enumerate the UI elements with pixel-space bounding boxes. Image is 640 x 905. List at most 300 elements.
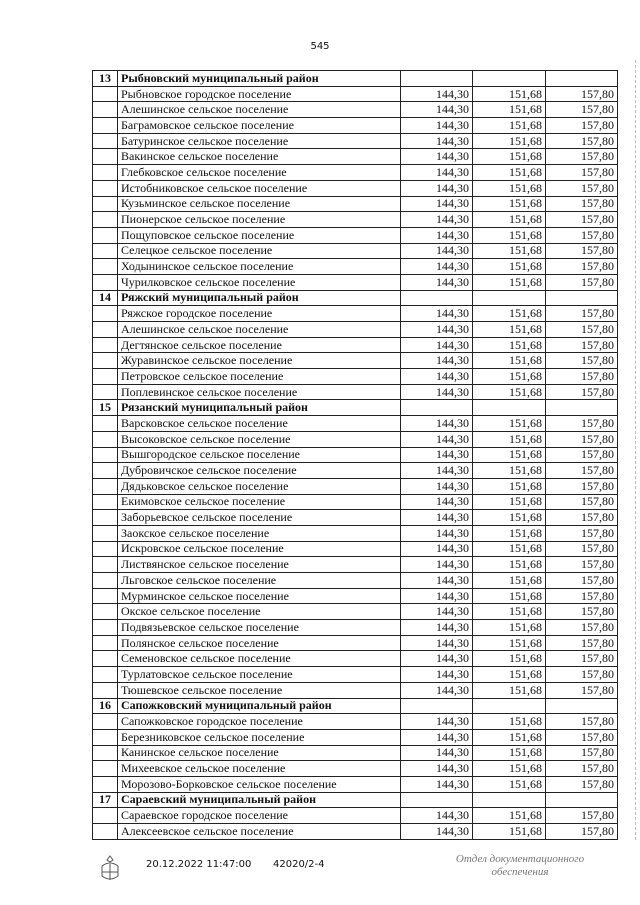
table-row [93, 651, 618, 667]
settlement-name: Турлатовское сельское поселение [118, 667, 401, 683]
district-number: 16 [93, 698, 118, 714]
table-row [93, 212, 618, 228]
value-3: 157,80 [546, 165, 618, 181]
table-row [93, 165, 618, 181]
value-2: 151,68 [473, 761, 546, 777]
value-3: 157,80 [546, 353, 618, 369]
value-2: 151,68 [473, 557, 546, 573]
empty-cell [93, 761, 118, 777]
value-3: 157,80 [546, 651, 618, 667]
settlement-name: Окское сельское поселение [118, 604, 401, 620]
table-row [93, 196, 618, 212]
empty-cell [401, 400, 473, 416]
coat-of-arms-logo-icon [98, 854, 122, 884]
table-row [93, 337, 618, 353]
district-number: 13 [93, 71, 118, 87]
empty-cell [546, 71, 618, 87]
value-3: 157,80 [546, 212, 618, 228]
settlement-name: Чурилковское сельское поселение [118, 274, 401, 290]
empty-cell [93, 573, 118, 589]
empty-cell [401, 71, 473, 87]
value-2: 151,68 [473, 196, 546, 212]
empty-cell [93, 118, 118, 134]
empty-cell [93, 478, 118, 494]
settlement-name: Алешинское сельское поселение [118, 102, 401, 118]
value-2: 151,68 [473, 369, 546, 385]
value-3: 157,80 [546, 243, 618, 259]
tariff-table [92, 70, 618, 840]
settlement-name: Подвязьевское сельское поселение [118, 620, 401, 636]
empty-cell [93, 541, 118, 557]
table-row [93, 745, 618, 761]
settlement-name: Заокское сельское поселение [118, 525, 401, 541]
settlement-name: Батуринское сельское поселение [118, 133, 401, 149]
value-2: 151,68 [473, 729, 546, 745]
value-1: 144,30 [401, 478, 473, 494]
empty-cell [401, 290, 473, 306]
value-1: 144,30 [401, 196, 473, 212]
empty-cell [93, 510, 118, 526]
value-3: 157,80 [546, 322, 618, 338]
district-name: Сараевский муниципальный район [118, 792, 401, 808]
value-3: 157,80 [546, 306, 618, 322]
page-number: 545 [310, 41, 330, 52]
value-1: 144,30 [401, 274, 473, 290]
settlement-name: Поплевинское сельское поселение [118, 384, 401, 400]
value-3: 157,80 [546, 180, 618, 196]
footer-doc-code: 42020/2-4 [273, 859, 325, 870]
value-1: 144,30 [401, 682, 473, 698]
settlement-name: Пионерское сельское поселение [118, 212, 401, 228]
value-2: 151,68 [473, 102, 546, 118]
table-row [93, 635, 618, 651]
settlement-name: Морозово-Борковское сельское поселение [118, 776, 401, 792]
district-name: Ряжский муниципальный район [118, 290, 401, 306]
settlement-name: Мурминское сельское поселение [118, 588, 401, 604]
settlement-name: Дубровичское сельское поселение [118, 463, 401, 479]
table-row [93, 431, 618, 447]
value-1: 144,30 [401, 416, 473, 432]
empty-cell [93, 274, 118, 290]
table-row [93, 573, 618, 589]
value-2: 151,68 [473, 745, 546, 761]
stamp-line-2: обеспечения [491, 866, 549, 878]
value-2: 151,68 [473, 384, 546, 400]
table-row [93, 102, 618, 118]
table-row [93, 274, 618, 290]
empty-cell [93, 651, 118, 667]
value-3: 157,80 [546, 478, 618, 494]
settlement-name: Екимовское сельское поселение [118, 494, 401, 510]
empty-cell [93, 165, 118, 181]
value-1: 144,30 [401, 557, 473, 573]
empty-cell [93, 604, 118, 620]
department-stamp [440, 853, 600, 879]
value-3: 157,80 [546, 761, 618, 777]
settlement-name: Ходынинское сельское поселение [118, 259, 401, 275]
table-row [93, 525, 618, 541]
table-row [93, 133, 618, 149]
empty-cell [93, 369, 118, 385]
value-2: 151,68 [473, 525, 546, 541]
empty-cell [93, 714, 118, 730]
settlement-name: Баграмовское сельское поселение [118, 118, 401, 134]
value-2: 151,68 [473, 274, 546, 290]
value-3: 157,80 [546, 196, 618, 212]
empty-cell [93, 808, 118, 824]
settlement-name: Сапожковское городское поселение [118, 714, 401, 730]
table-row [93, 761, 618, 777]
empty-cell [401, 698, 473, 714]
settlement-name: Искровское сельское поселение [118, 541, 401, 557]
value-1: 144,30 [401, 510, 473, 526]
value-1: 144,30 [401, 212, 473, 228]
value-1: 144,30 [401, 729, 473, 745]
value-1: 144,30 [401, 259, 473, 275]
value-1: 144,30 [401, 86, 473, 102]
table-row [93, 384, 618, 400]
empty-cell [473, 792, 546, 808]
empty-cell [473, 400, 546, 416]
table-row [93, 541, 618, 557]
empty-cell [401, 792, 473, 808]
value-2: 151,68 [473, 573, 546, 589]
settlement-name: Канинское сельское поселение [118, 745, 401, 761]
district-row [93, 71, 618, 87]
value-1: 144,30 [401, 306, 473, 322]
value-1: 144,30 [401, 243, 473, 259]
settlement-name: Тюшевское сельское поселение [118, 682, 401, 698]
value-1: 144,30 [401, 353, 473, 369]
empty-cell [93, 102, 118, 118]
value-3: 157,80 [546, 118, 618, 134]
empty-cell [93, 557, 118, 573]
value-2: 151,68 [473, 133, 546, 149]
empty-cell [93, 745, 118, 761]
district-row [93, 290, 618, 306]
value-2: 151,68 [473, 808, 546, 824]
settlement-name: Алексеевское сельское поселение [118, 824, 401, 840]
table-row [93, 494, 618, 510]
value-3: 157,80 [546, 808, 618, 824]
table-row [93, 478, 618, 494]
value-1: 144,30 [401, 525, 473, 541]
value-3: 157,80 [546, 510, 618, 526]
empty-cell [93, 133, 118, 149]
value-3: 157,80 [546, 274, 618, 290]
table-row [93, 588, 618, 604]
district-number: 14 [93, 290, 118, 306]
settlement-name: Семеновское сельское поселение [118, 651, 401, 667]
empty-cell [93, 776, 118, 792]
empty-cell [473, 290, 546, 306]
district-name: Рыбновский муниципальный район [118, 71, 401, 87]
table-row [93, 776, 618, 792]
value-2: 151,68 [473, 620, 546, 636]
table-row [93, 180, 618, 196]
table-row [93, 353, 618, 369]
settlement-name: Кузьминское сельское поселение [118, 196, 401, 212]
value-3: 157,80 [546, 620, 618, 636]
value-2: 151,68 [473, 227, 546, 243]
empty-cell [93, 620, 118, 636]
settlement-name: Полянское сельское поселение [118, 635, 401, 651]
value-3: 157,80 [546, 667, 618, 683]
district-name: Рязанский муниципальный район [118, 400, 401, 416]
value-1: 144,30 [401, 745, 473, 761]
empty-cell [93, 180, 118, 196]
empty-cell [93, 196, 118, 212]
value-3: 157,80 [546, 635, 618, 651]
value-1: 144,30 [401, 494, 473, 510]
value-1: 144,30 [401, 541, 473, 557]
value-1: 144,30 [401, 102, 473, 118]
settlement-name: Глебковское сельское поселение [118, 165, 401, 181]
value-2: 151,68 [473, 588, 546, 604]
settlement-name: Березниковское сельское поселение [118, 729, 401, 745]
table-row [93, 510, 618, 526]
settlement-name: Селецкое сельское поселение [118, 243, 401, 259]
table-row [93, 149, 618, 165]
value-3: 157,80 [546, 102, 618, 118]
district-row [93, 698, 618, 714]
empty-cell [93, 337, 118, 353]
settlement-name: Михеевское сельское поселение [118, 761, 401, 777]
empty-cell [93, 353, 118, 369]
settlement-name: Заборьевское сельское поселение [118, 510, 401, 526]
value-2: 151,68 [473, 682, 546, 698]
value-2: 151,68 [473, 651, 546, 667]
value-2: 151,68 [473, 180, 546, 196]
district-number: 17 [93, 792, 118, 808]
empty-cell [93, 86, 118, 102]
value-1: 144,30 [401, 149, 473, 165]
value-1: 144,30 [401, 714, 473, 730]
value-3: 157,80 [546, 682, 618, 698]
district-number: 15 [93, 400, 118, 416]
value-1: 144,30 [401, 447, 473, 463]
empty-cell [473, 71, 546, 87]
value-3: 157,80 [546, 86, 618, 102]
table-row [93, 620, 618, 636]
empty-cell [93, 322, 118, 338]
value-2: 151,68 [473, 604, 546, 620]
empty-cell [93, 729, 118, 745]
value-1: 144,30 [401, 824, 473, 840]
empty-cell [546, 792, 618, 808]
value-3: 157,80 [546, 714, 618, 730]
table-row [93, 604, 618, 620]
settlement-name: Вакинское сельское поселение [118, 149, 401, 165]
table-row [93, 447, 618, 463]
value-2: 151,68 [473, 824, 546, 840]
value-2: 151,68 [473, 243, 546, 259]
value-2: 151,68 [473, 447, 546, 463]
value-3: 157,80 [546, 776, 618, 792]
empty-cell [93, 212, 118, 228]
empty-cell [93, 667, 118, 683]
value-1: 144,30 [401, 808, 473, 824]
settlement-name: Истобниковское сельское поселение [118, 180, 401, 196]
value-2: 151,68 [473, 149, 546, 165]
settlement-name: Журавинское сельское поселение [118, 353, 401, 369]
empty-cell [93, 494, 118, 510]
value-1: 144,30 [401, 761, 473, 777]
table-row [93, 463, 618, 479]
empty-cell [546, 698, 618, 714]
table-row [93, 557, 618, 573]
value-2: 151,68 [473, 118, 546, 134]
empty-cell [93, 463, 118, 479]
table-row [93, 824, 618, 840]
value-3: 157,80 [546, 824, 618, 840]
value-1: 144,30 [401, 133, 473, 149]
value-3: 157,80 [546, 604, 618, 620]
value-3: 157,80 [546, 431, 618, 447]
empty-cell [93, 431, 118, 447]
value-3: 157,80 [546, 369, 618, 385]
table-row [93, 86, 618, 102]
value-2: 151,68 [473, 259, 546, 275]
empty-cell [93, 259, 118, 275]
empty-cell [93, 416, 118, 432]
table-row [93, 667, 618, 683]
settlement-name: Петровское сельское поселение [118, 369, 401, 385]
value-3: 157,80 [546, 573, 618, 589]
table-row [93, 306, 618, 322]
empty-cell [93, 227, 118, 243]
value-1: 144,30 [401, 337, 473, 353]
value-1: 144,30 [401, 620, 473, 636]
value-3: 157,80 [546, 463, 618, 479]
empty-cell [93, 588, 118, 604]
value-2: 151,68 [473, 337, 546, 353]
value-3: 157,80 [546, 227, 618, 243]
settlement-name: Дядьковское сельское поселение [118, 478, 401, 494]
value-3: 157,80 [546, 588, 618, 604]
value-1: 144,30 [401, 463, 473, 479]
value-1: 144,30 [401, 604, 473, 620]
value-2: 151,68 [473, 86, 546, 102]
table-row [93, 118, 618, 134]
value-3: 157,80 [546, 149, 618, 165]
footer-datetime: 20.12.2022 11:47:00 [146, 859, 252, 870]
value-1: 144,30 [401, 651, 473, 667]
table-row [93, 243, 618, 259]
value-2: 151,68 [473, 635, 546, 651]
table-row [93, 259, 618, 275]
table-row [93, 714, 618, 730]
empty-cell [93, 447, 118, 463]
settlement-name: Ряжское городское поселение [118, 306, 401, 322]
value-2: 151,68 [473, 478, 546, 494]
value-2: 151,68 [473, 431, 546, 447]
settlement-name: Льговское сельское поселение [118, 573, 401, 589]
value-3: 157,80 [546, 541, 618, 557]
value-2: 151,68 [473, 714, 546, 730]
value-1: 144,30 [401, 573, 473, 589]
settlement-name: Алешинское сельское поселение [118, 322, 401, 338]
value-1: 144,30 [401, 776, 473, 792]
settlement-name: Рыбновское городское поселение [118, 86, 401, 102]
settlement-name: Варсковское сельское поселение [118, 416, 401, 432]
value-3: 157,80 [546, 729, 618, 745]
value-2: 151,68 [473, 776, 546, 792]
empty-cell [93, 149, 118, 165]
table-row [93, 369, 618, 385]
table-row [93, 416, 618, 432]
value-1: 144,30 [401, 384, 473, 400]
value-1: 144,30 [401, 635, 473, 651]
value-3: 157,80 [546, 384, 618, 400]
empty-cell [93, 635, 118, 651]
value-2: 151,68 [473, 463, 546, 479]
value-1: 144,30 [401, 369, 473, 385]
district-row [93, 792, 618, 808]
value-3: 157,80 [546, 525, 618, 541]
value-2: 151,68 [473, 322, 546, 338]
value-3: 157,80 [546, 447, 618, 463]
value-3: 157,80 [546, 745, 618, 761]
value-3: 157,80 [546, 494, 618, 510]
value-3: 157,80 [546, 416, 618, 432]
table-row [93, 729, 618, 745]
value-2: 151,68 [473, 510, 546, 526]
value-1: 144,30 [401, 165, 473, 181]
empty-cell [93, 243, 118, 259]
settlement-name: Сараевское городское поселение [118, 808, 401, 824]
empty-cell [473, 698, 546, 714]
table-row [93, 227, 618, 243]
empty-cell [93, 384, 118, 400]
empty-cell [546, 400, 618, 416]
value-1: 144,30 [401, 431, 473, 447]
empty-cell [546, 290, 618, 306]
settlement-name: Пощуповское сельское поселение [118, 227, 401, 243]
empty-cell [93, 824, 118, 840]
settlement-name: Высоковское сельское поселение [118, 431, 401, 447]
value-1: 144,30 [401, 180, 473, 196]
value-2: 151,68 [473, 353, 546, 369]
value-1: 144,30 [401, 667, 473, 683]
value-1: 144,30 [401, 322, 473, 338]
value-2: 151,68 [473, 165, 546, 181]
margin-marks [635, 60, 637, 840]
value-3: 157,80 [546, 133, 618, 149]
value-3: 157,80 [546, 337, 618, 353]
table-row [93, 322, 618, 338]
settlement-name: Листвянское сельское поселение [118, 557, 401, 573]
stamp-line-1: Отдел документационного [455, 853, 585, 865]
value-2: 151,68 [473, 416, 546, 432]
empty-cell [93, 525, 118, 541]
value-2: 151,68 [473, 306, 546, 322]
empty-cell [93, 682, 118, 698]
value-2: 151,68 [473, 667, 546, 683]
empty-cell [93, 306, 118, 322]
value-1: 144,30 [401, 118, 473, 134]
value-3: 157,80 [546, 557, 618, 573]
district-name: Сапожковский муниципальный район [118, 698, 401, 714]
value-2: 151,68 [473, 212, 546, 228]
value-3: 157,80 [546, 259, 618, 275]
district-row [93, 400, 618, 416]
value-1: 144,30 [401, 588, 473, 604]
table-row [93, 682, 618, 698]
value-1: 144,30 [401, 227, 473, 243]
settlement-name: Вышгородское сельское поселение [118, 447, 401, 463]
settlement-name: Дегтянское сельское поселение [118, 337, 401, 353]
